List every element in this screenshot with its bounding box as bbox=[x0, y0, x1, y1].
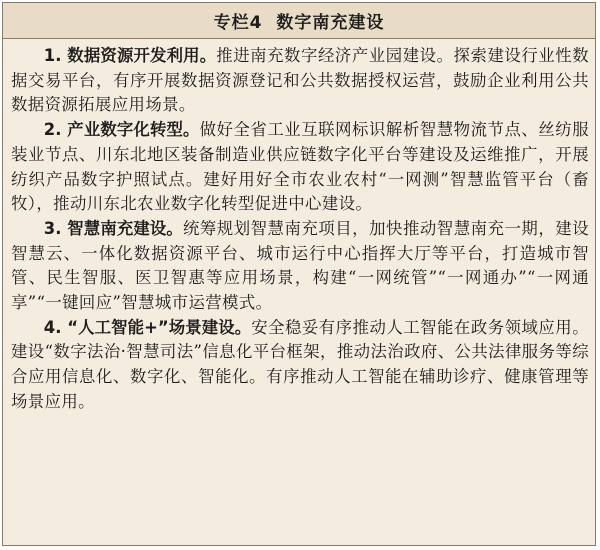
section-2-body: 做好全省工业互联网标识解析智慧物流节点、丝纺服装业节点、川东北地区装备制造业供应链数字化平台等建设及运维推广，开展纺织产品数字护照试点。建好用好全市农业农村“一网测”智慧监管平台（畜牧），推动川东北农业数字化转型促进中心建设。 bbox=[11, 120, 590, 214]
section-4-body: 安全稳妥有序推动人工智能在政务领域应用。建设“数字法治·智慧司法”信息化平台框架，推动法治政府、公共法律服务等综合应用信息化、数字化、智能化。有序推动人工智能在辅助诊疗、健康管理等场景应用。 bbox=[11, 317, 589, 411]
box-title-text: 数字南充建设 bbox=[276, 13, 385, 33]
box-title bbox=[3, 3, 595, 39]
section-2-heading: 2. 产业数字化转型。 bbox=[43, 120, 200, 140]
section-3-heading: 3. 智慧南充建设。 bbox=[43, 218, 183, 238]
section-1-body: 推进南充数字经济产业园建设。探索建设行业性数据交易平台，有序开展数据资源登记和公共数据授权运营，鼓励企业利用公共数据资源拓展应用场景。 bbox=[11, 46, 589, 115]
section-1 bbox=[11, 44, 589, 118]
section-4 bbox=[11, 316, 589, 415]
section-1-heading: 1. 数据资源开发利用。 bbox=[43, 46, 217, 65]
section-4-heading: 4. “人工智能+”场景建设。 bbox=[43, 317, 252, 337]
box-body bbox=[3, 39, 595, 415]
sidebar-box bbox=[2, 2, 596, 546]
section-3-body: 统筹规划智慧南充项目，加快推动智慧南充一期，建设智慧云、一体化数据资源平台、城市运行中心指挥大厅等平台，打造城市智管、民生智服、医卫智惠等应用场景，构建“一网统管”“一网通办”“一网通享”“一键回应”智慧城市运营模式。 bbox=[11, 218, 589, 313]
section-2 bbox=[11, 118, 589, 217]
box-title-prefix: 专栏4 bbox=[213, 13, 263, 33]
section-3 bbox=[11, 217, 589, 316]
